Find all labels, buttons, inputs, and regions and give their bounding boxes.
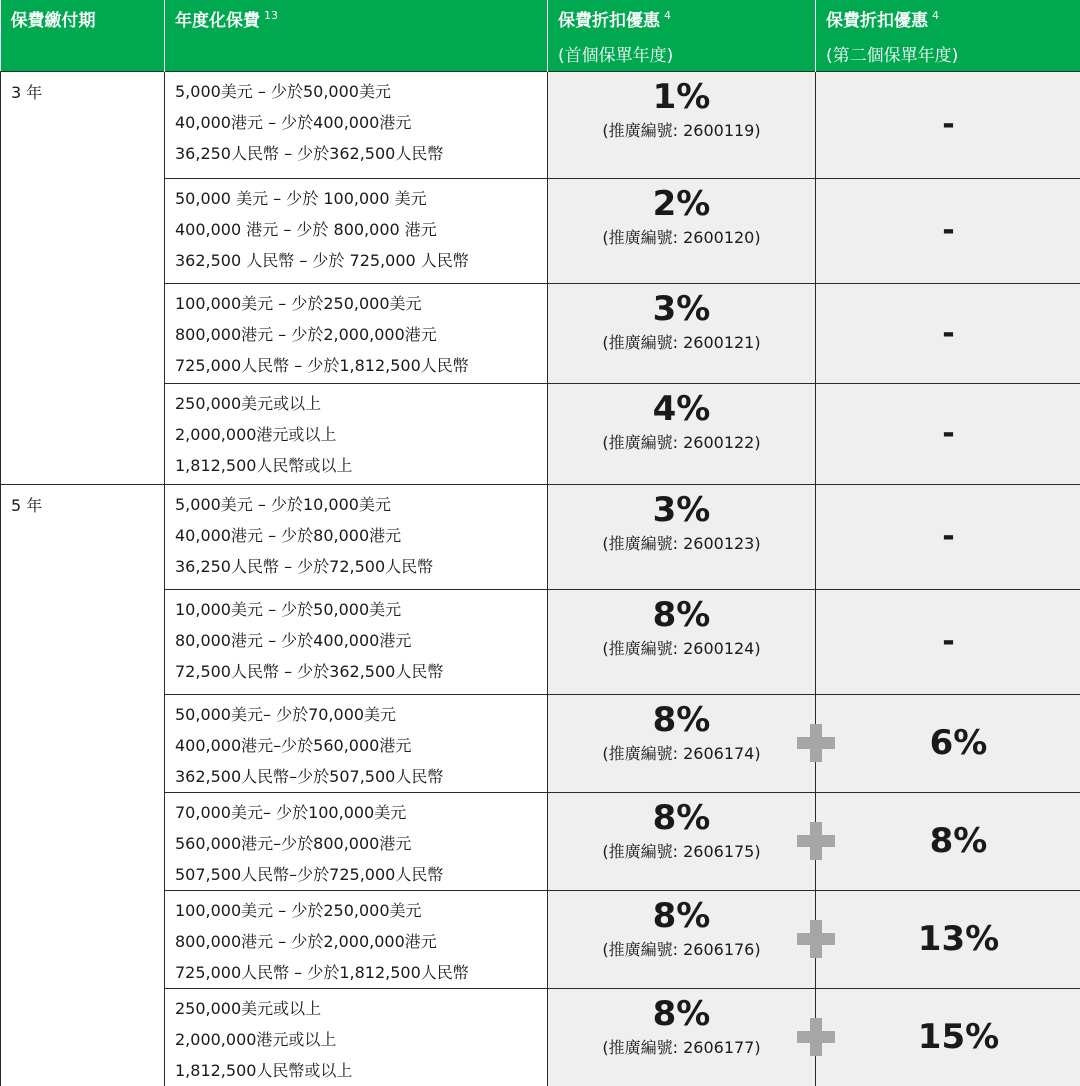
header-second-year-discount: 保費折扣優惠 $^4$ (第二個保單年度) [816, 0, 1080, 71]
promo-code: (推廣編號: 2600123) [548, 531, 815, 554]
second-year-discount-value: 15% [898, 1017, 999, 1057]
period-cell-3-years: 3 年 [1, 71, 165, 484]
second-year-discount-cell: - [816, 71, 1080, 178]
second-year-discount-cell: - [816, 178, 1080, 283]
premium-tier-cell: 50,000 美元 – 少於 100,000 美元 400,000 港元 – 少於 800,000 港元 362,500 人民幣 – 少於 725,000 人民幣 [165, 178, 548, 283]
header-payment-period: 保費繳付期 [1, 0, 165, 71]
second-year-discount-cell: - [816, 484, 1080, 589]
header-row [1, 0, 1080, 71]
premium-tier-cell: 5,000美元 – 少於10,000美元 40,000港元 – 少於80,000港元 36,250人民幣 – 少於72,500人民幣 [165, 484, 548, 589]
first-year-discount-cell [548, 383, 816, 484]
second-year-discount-cell [816, 792, 1080, 890]
first-year-discount-cell [548, 484, 816, 589]
first-year-discount-value: 8% [548, 897, 815, 935]
promo-code: (推廣編號: 2606177) [548, 1035, 815, 1058]
header-subtitle: (首個保單年度) [558, 41, 805, 66]
first-year-discount-cell [548, 71, 816, 178]
premium-tier-cell: 250,000美元或以上 2,000,000港元或以上 1,812,500人民幣或以上 [165, 383, 548, 484]
table-row [1, 484, 1080, 589]
second-year-discount-cell: - [816, 589, 1080, 694]
first-year-discount-value: 8% [548, 596, 815, 634]
first-year-discount-value: 4% [548, 390, 815, 428]
second-year-discount-cell [816, 694, 1080, 792]
premium-tier-cell: 10,000美元 – 少於50,000美元 80,000港元 – 少於400,000港元 72,500人民幣 – 少於362,500人民幣 [165, 589, 548, 694]
premium-tier-cell: 100,000美元 – 少於250,000美元 800,000港元 – 少於2,000,000港元 725,000人民幣 – 少於1,812,500人民幣 [165, 890, 548, 988]
second-year-discount-value: 13% [898, 919, 999, 959]
first-year-discount-cell [548, 792, 816, 890]
second-year-discount-value: 8% [910, 821, 988, 861]
first-year-discount-value: 8% [548, 701, 815, 739]
second-year-discount-value: 6% [910, 723, 988, 763]
promo-code: (推廣編號: 2600124) [548, 636, 815, 659]
plus-icon [797, 822, 835, 860]
first-year-discount-value: 8% [548, 995, 815, 1033]
promo-code: (推廣編號: 2600119) [548, 118, 815, 141]
first-year-discount-cell [548, 589, 816, 694]
promo-code: (推廣編號: 2606176) [548, 937, 815, 960]
first-year-discount-value: 3% [548, 491, 815, 529]
premium-tier-cell: 100,000美元 – 少於250,000美元 800,000港元 – 少於2,000,000港元 725,000人民幣 – 少於1,812,500人民幣 [165, 283, 548, 383]
second-year-discount-cell: - [816, 383, 1080, 484]
footnote-ref: 4 [932, 9, 939, 22]
premium-tier-cell: 5,000美元 – 少於50,000美元 40,000港元 – 少於400,000港元 36,250人民幣 – 少於362,500人民幣 [165, 71, 548, 178]
second-year-discount-cell: - [816, 283, 1080, 383]
footnote-ref: 13 [264, 9, 278, 22]
first-year-discount-value: 2% [548, 185, 815, 223]
promo-code: (推廣編號: 2600120) [548, 225, 815, 248]
first-year-discount-value: 1% [548, 78, 815, 116]
first-year-discount-cell [548, 178, 816, 283]
first-year-discount-value: 3% [548, 290, 815, 328]
plus-icon [797, 1018, 835, 1056]
header-subtitle: (第二個保單年度) [826, 41, 1072, 66]
promo-code: (推廣編號: 2606175) [548, 839, 815, 862]
promo-code: (推廣編號: 2600121) [548, 330, 815, 353]
first-year-discount-cell [548, 283, 816, 383]
premium-tier-cell: 70,000美元– 少於100,000美元 560,000港元–少於800,000港元 507,500人民幣–少於725,000人民幣 [165, 792, 548, 890]
plus-icon [797, 920, 835, 958]
header-first-year-discount: 保費折扣優惠 $^4$ (首個保單年度) [548, 0, 816, 71]
promo-code: (推廣編號: 2600122) [548, 430, 815, 453]
second-year-discount-cell [816, 988, 1080, 1086]
plus-icon [797, 724, 835, 762]
footnote-ref: 4 [664, 9, 671, 22]
header-annualized-premium: 年度化保費 $^{13}$ [165, 0, 548, 71]
premium-tier-cell: 250,000美元或以上 2,000,000港元或以上 1,812,500人民幣或以上 [165, 988, 548, 1086]
premium-tier-cell: 50,000美元– 少於70,000美元 400,000港元–少於560,000港元 362,500人民幣–少於507,500人民幣 [165, 694, 548, 792]
first-year-discount-cell [548, 890, 816, 988]
period-cell-5-years: 5 年 [1, 484, 165, 1086]
promo-code: (推廣編號: 2606174) [548, 741, 815, 764]
table-row [1, 71, 1080, 178]
first-year-discount-cell [548, 694, 816, 792]
first-year-discount-cell [548, 988, 816, 1086]
first-year-discount-value: 8% [548, 799, 815, 837]
second-year-discount-cell [816, 890, 1080, 988]
